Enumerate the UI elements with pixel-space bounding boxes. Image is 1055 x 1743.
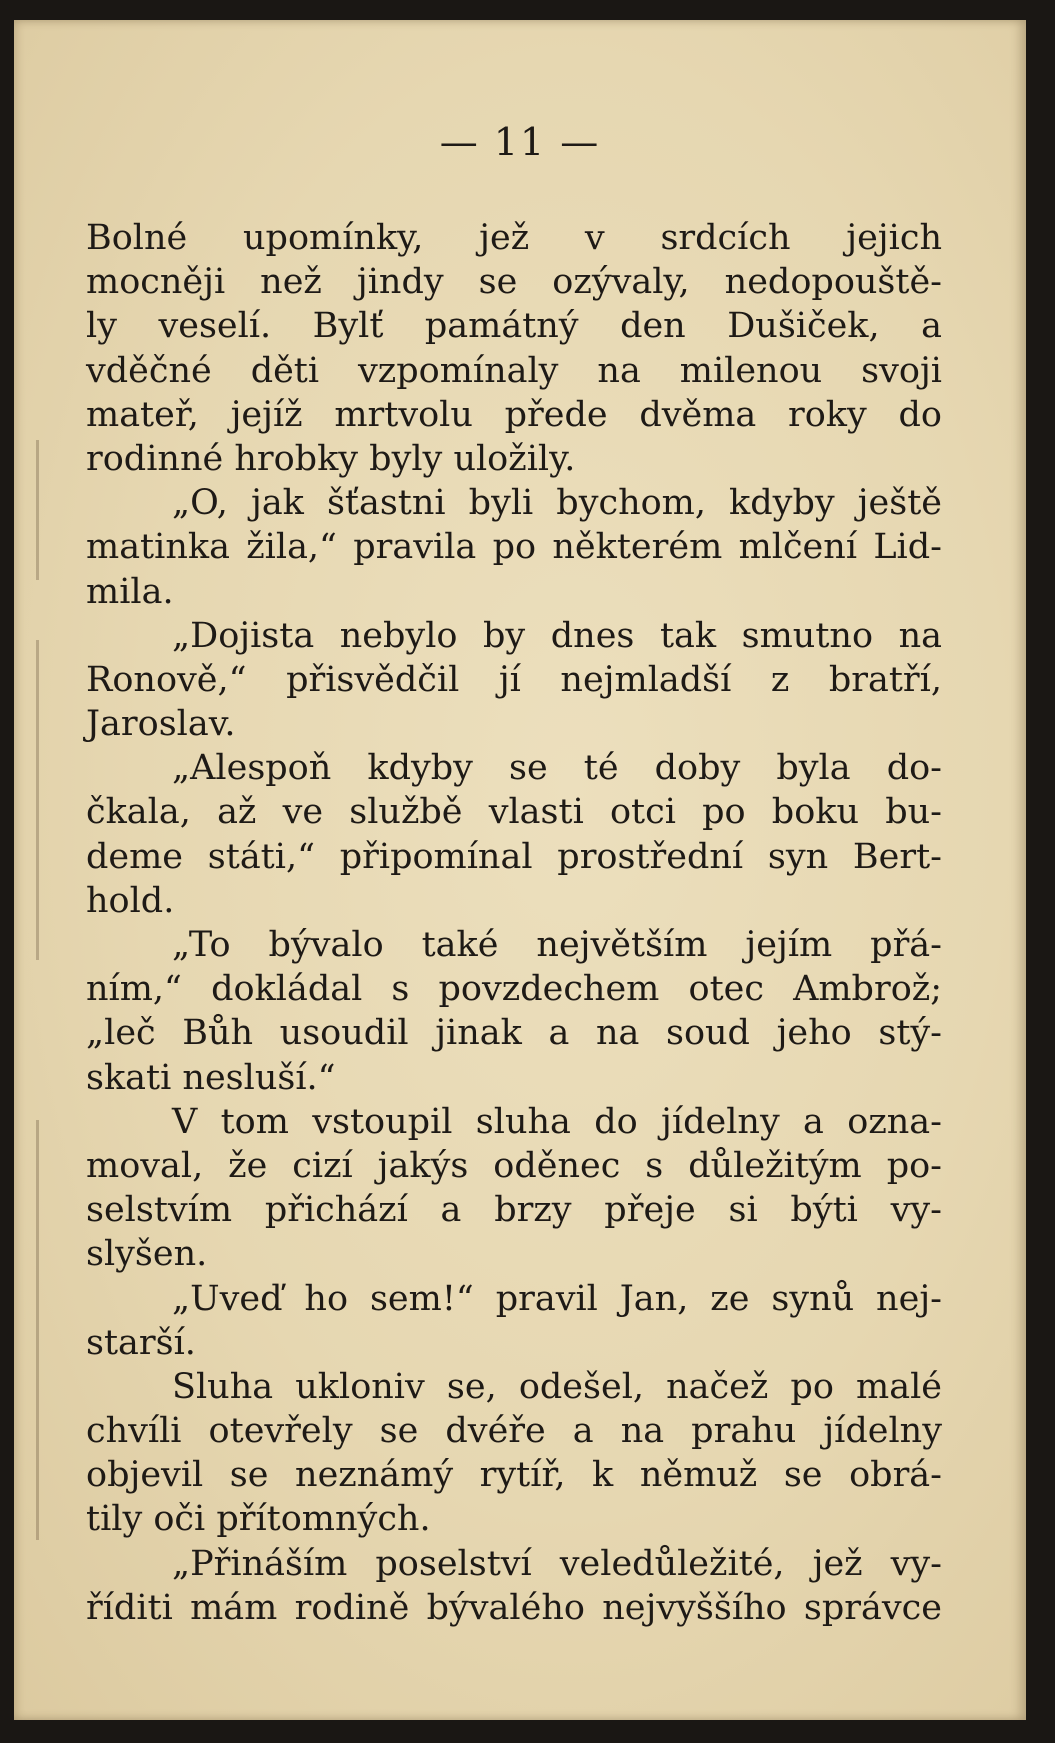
gutter-shadow <box>36 440 39 580</box>
text-line: „Dojista nebylo by dnes tak smutno na <box>172 615 942 656</box>
text-line: chvíli otevřely se dvéře a na prahu jídelny <box>86 1411 942 1452</box>
body-text <box>86 216 942 1630</box>
text-line: mateř, jejíž mrtvolu přede dvěma roky do <box>86 394 942 435</box>
text-line: „leč Bůh usoudil jinak a na soud jeho stý- <box>86 1013 942 1054</box>
text-line: říditi mám rodině bývalého nejvyššího správce <box>86 1587 942 1628</box>
text-line: Jaroslav. <box>86 704 236 745</box>
text-line: „Alespoň kdyby se té doby byla do- <box>172 748 942 789</box>
text-line: ly veselí. Bylť památný den Dušiček, a <box>86 306 942 347</box>
text-line: slyšen. <box>86 1234 208 1275</box>
text-line: „Přináším poselství veledůležité, jež vy- <box>172 1543 942 1584</box>
text-line: moval, že cizí jakýs oděnec s důležitým po- <box>86 1145 942 1186</box>
text-line: Sluha ukloniv se, odešel, načež po malé <box>172 1366 942 1407</box>
book-page <box>14 20 1026 1720</box>
text-line: Bolné upomínky, jež v srdcích jejich <box>86 218 942 258</box>
text-line: vděčné děti vzpomínaly na milenou svoji <box>86 350 942 391</box>
text-line: „Uveď ho sem!“ pravil Jan, ze synů nej- <box>172 1278 942 1319</box>
text-line: skati nesluší.“ <box>86 1057 336 1098</box>
gutter-shadow <box>36 640 39 960</box>
page-number: — 11 — <box>439 120 601 164</box>
text-line: tily oči přítomných. <box>86 1499 431 1540</box>
text-line: „O, jak šťastni byli bychom, kdyby ještě <box>172 483 942 524</box>
text-line: mila. <box>86 571 174 612</box>
text-line: čkala, až ve službě vlasti otci po boku bu- <box>86 792 942 833</box>
text-line: mocněji než jindy se ozývaly, nedopouště- <box>86 262 942 303</box>
text-line: objevil se neznámý rytíř, k němuž se obrá- <box>86 1455 942 1496</box>
text-line: „To bývalo také největším jejím přá- <box>172 925 942 965</box>
text-line: V tom vstoupil sluha do jídelny a ozna- <box>172 1101 942 1142</box>
text-line: matinka žila,“ pravila po některém mlčení Lid- <box>86 527 942 568</box>
gutter-shadow <box>36 1120 39 1540</box>
text-line: deme státi,“ připomínal prostřední syn Bert- <box>86 836 942 877</box>
text-line: rodinné hrobky byly uložily. <box>86 438 576 479</box>
text-line: Ronově,“ přisvědčil jí nejmladší z bratří, <box>86 659 942 700</box>
text-line: ním,“ dokládal s povzdechem otec Ambrož; <box>86 969 942 1010</box>
text-line: selstvím přichází a brzy přeje si býti vy- <box>86 1190 942 1231</box>
text-line: hold. <box>86 880 175 921</box>
text-line: starší. <box>86 1322 196 1363</box>
